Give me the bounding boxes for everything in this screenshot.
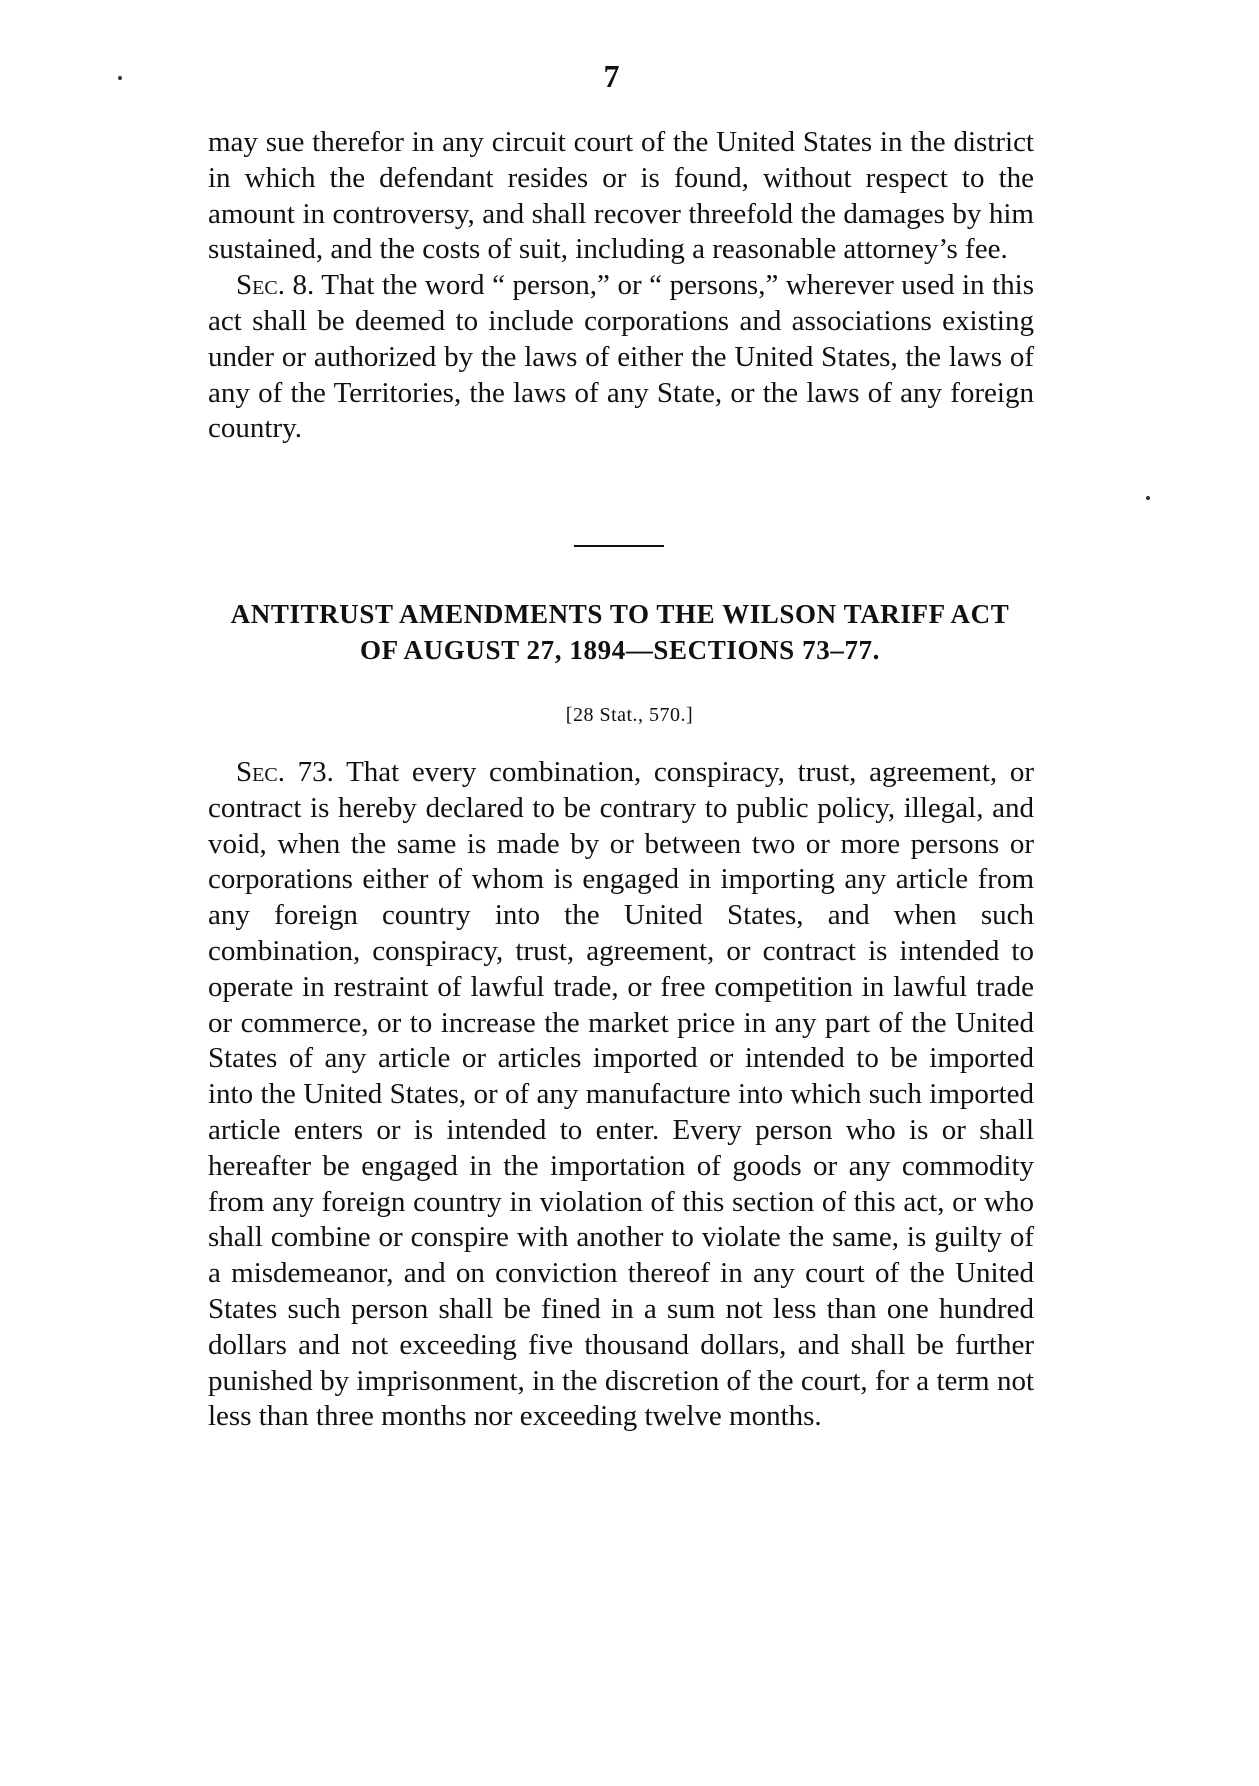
heading-line-2: OF AUGUST 27, 1894—SECTIONS 73–77. bbox=[360, 635, 880, 665]
upper-text-block bbox=[208, 125, 1034, 447]
lower-text-block bbox=[208, 755, 1034, 1435]
section-8-paragraph bbox=[208, 268, 1034, 447]
section-7-continuation: may sue therefor in any circuit court of the United States in the district in which the defendant resides or is found, without respect to the amount in controversy, and shall recover threefold the damages by him sustained, and the costs of suit, including a reasonable attorney’s fee. bbox=[208, 126, 1034, 266]
scan-speck bbox=[1146, 496, 1150, 500]
section-73-text: That every combination, conspiracy, trust, agreement, or contract is hereby declared to be contrary to public policy, illegal, and void, when the same is made by or between two or more persons or corporations either of whom is engaged in importing any article from any foreign country into the United States, and when such combination, conspiracy, trust, agreement, or contract is intended to operate in restraint of lawful trade, or free competition in lawful trade or commerce, or to increase the market price in any part of the United States of any article or articles imported or intended to be imported into the United States, or of any manufacture into which such imported article enters or is intended to enter. Every person who is or shall hereafter be engaged in the importation of goods or any commodity from any foreign country in violation of this section of this act, or who shall combine or conspire with another to violate the same, is guilty of a misdemeanor, and on conviction thereof in any court of the United States such person shall be fined in a sum not less than one hundred dollars and not exceeding five thousand dollars, and shall be further punished by imprisonment, in the discretion of the court, for a term not less than three months nor exceeding twelve months. bbox=[208, 756, 1034, 1433]
statute-citation: [28 Stat., 570.] bbox=[565, 704, 694, 726]
section-8-text: That the word “ person,” or “ persons,” wherever used in this act shall be deemed to include corporations and associations existing under or authorized by the laws of either the United States, the laws of any of the Territories, the laws of any State, or the laws of any foreign country. bbox=[208, 269, 1034, 445]
page-number: 7 bbox=[603, 58, 620, 94]
heading-line-1: ANTITRUST AMENDMENTS TO THE WILSON TARIFF ACT bbox=[230, 599, 1010, 629]
section-8-number: . 8. bbox=[277, 269, 315, 302]
section-heading bbox=[180, 596, 1060, 668]
section-73-label: Sec bbox=[236, 756, 278, 788]
section-divider bbox=[574, 545, 664, 547]
section-8-label: Sec bbox=[236, 269, 278, 302]
section-73-paragraph bbox=[208, 755, 1034, 1435]
section-73-number: . 73. bbox=[277, 756, 334, 788]
